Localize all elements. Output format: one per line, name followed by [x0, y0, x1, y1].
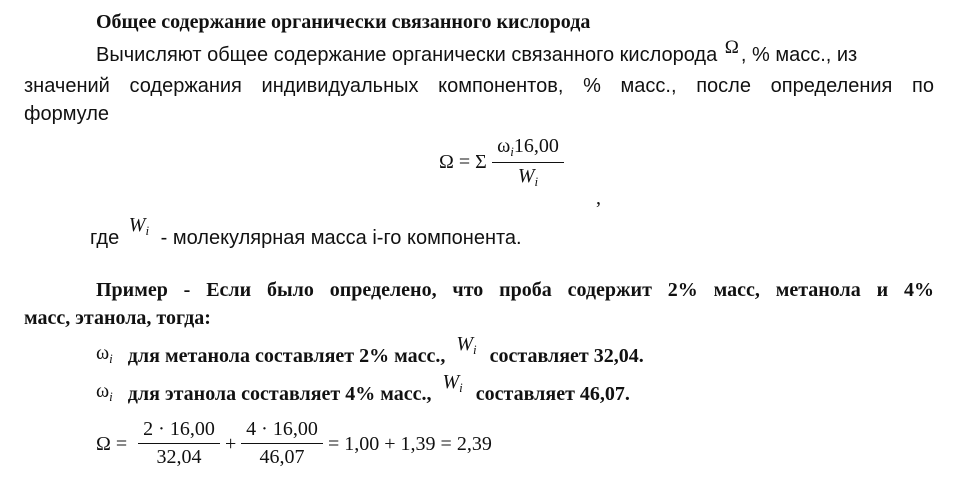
omega-symbol: Ω — [724, 37, 739, 58]
w-i: $W_i$ — [442, 371, 463, 395]
calc-fraction-1-num: 2 · 16,00 — [143, 418, 215, 440]
calc-lhs: Ω = — [96, 433, 128, 455]
intro-line-3: формуле — [24, 103, 110, 125]
ethanol-mass: составляет 46,07. — [475, 383, 630, 405]
intro-text-a: Вычисляют общее содержание органически связанного кислорода — [96, 44, 718, 66]
example-row-methanol — [96, 333, 644, 374]
omega-i: $\omega_i$ — [96, 380, 113, 404]
example-row-ethanol — [96, 371, 630, 412]
intro-line-2: значений содержания индивидуальных компонентов, % масс., после определения по — [24, 75, 934, 97]
example-line-2: масс, этанола, тогда: — [24, 307, 211, 329]
where-text: - молекулярная масса i-го компонента. — [160, 227, 522, 249]
where-symbol: $W_i$ — [128, 214, 150, 238]
calc-result: = 1,00 + 1,39 = 2,39 — [328, 433, 492, 455]
calc-fraction-2-num: 4 · 16,00 — [246, 418, 318, 440]
intro-text-b: , % масс., из — [740, 44, 858, 66]
intro-line-1 — [96, 37, 858, 68]
calc-plus: + — [225, 433, 237, 455]
ethanol-text: для этанола составляет 4% масс., — [127, 383, 432, 405]
fraction-bar — [138, 443, 220, 444]
fraction-bar — [492, 162, 564, 163]
where-prefix: где — [90, 227, 120, 249]
formula-numerator: $\omega_i16,00$ — [497, 135, 559, 159]
methanol-mass: составляет 32,04. — [489, 345, 644, 367]
formula-comma: , — [596, 187, 601, 209]
where-line — [90, 214, 522, 256]
formula-lhs: Ω = Σ — [439, 151, 487, 173]
example-line-1: Пример - Если было определено, что проба содержит 2% масс, метанола и 4% — [96, 279, 934, 301]
omega-i: $\omega_i$ — [96, 342, 113, 366]
formula-fraction — [492, 135, 564, 190]
calc-fraction-2 — [241, 418, 323, 469]
calc-fraction-2-den: 46,07 — [259, 446, 305, 468]
w-i: $W_i$ — [456, 333, 477, 357]
calc-fraction-1 — [138, 418, 220, 469]
methanol-text: для метанола составляет 2% масс., — [127, 345, 446, 367]
formula-denominator: $W_i$ — [517, 165, 539, 189]
calc-fraction-1-den: 32,04 — [156, 446, 202, 468]
fraction-bar — [241, 443, 323, 444]
section-heading: Общее содержание органически связанного кислорода — [96, 11, 591, 33]
